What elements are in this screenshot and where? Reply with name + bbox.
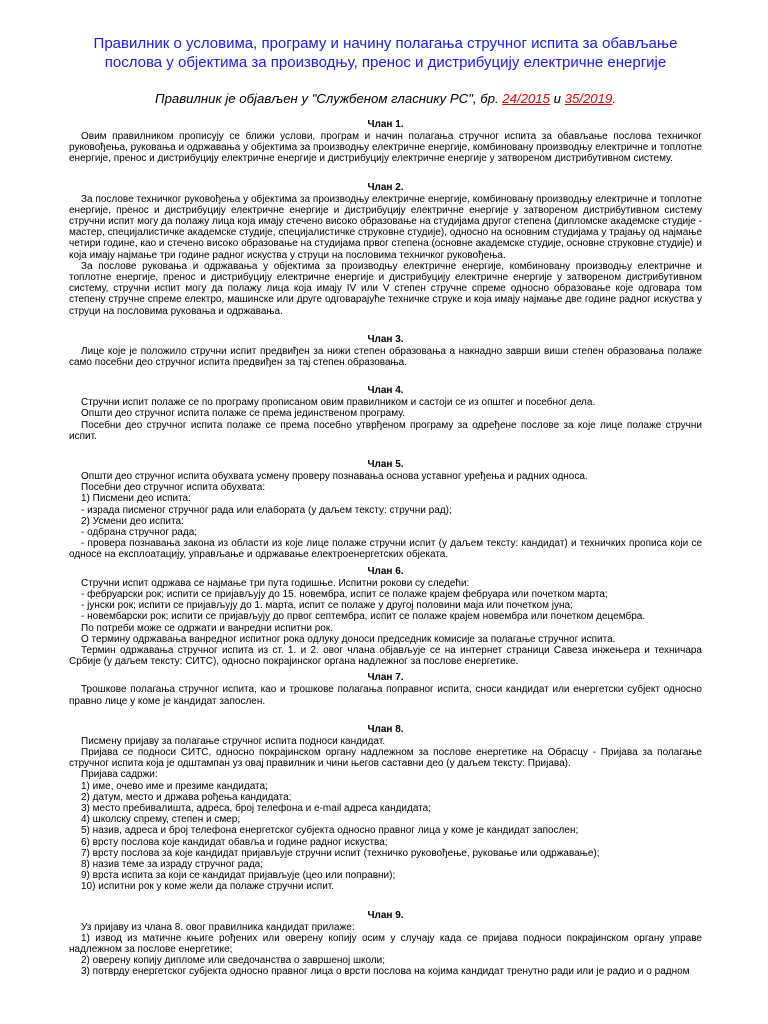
article-paragraph: Термин одржавања стручног испита из ст. 1. и 2. овог члана објављује се на интернет страници Савеза инжењера и техничара Србије (у даљем тексту: СИТС), односно покрајинског органа надлежног за послове енергетике. — [69, 644, 702, 668]
article-paragraph: Општи део стручног испита обухвата усмену проверу познавања основа уставног уређења и радних односа. — [81, 471, 588, 483]
list-item: 2) датум, место и држава рођења кандидата; — [81, 791, 292, 803]
article-heading: Члан 3. — [367, 333, 404, 345]
list-item: 1) име, очево име и презиме кандидата; — [81, 780, 268, 792]
publication-mid: и — [549, 91, 565, 106]
list-item: 3) место пребивалишта, адреса, број телефона и e-mail адреса кандидата; — [81, 802, 431, 814]
article-heading: Члан 1. — [367, 119, 404, 130]
article-paragraph: Лице које је положило стручни испит предвиђен за нижи степен образовања а накнадно заврши виши степен образовања полаже само посебни део стручног испита предвиђен за тај степен образовања. — [69, 345, 702, 369]
article-heading: Члан 7. — [367, 672, 404, 684]
article-paragraph: Посебни део стручног испита обухвата: — [81, 482, 266, 494]
list-item: - новембарски рок; испити се пријављују до првог септембра, испит се полаже крајем новембра или почетком децембра. — [81, 611, 646, 623]
article-heading: Члан 4. — [367, 385, 404, 397]
list-item: - провера познавања закона из области из које лице полаже стручни испит (у даљем тексту: кандидат) и техничких прописа који се односе на експлоатацију, управљање и одржавање електроенергетских објеката. — [69, 538, 702, 561]
article-paragraph: О термину одржавања ванредног испитног рока одлуку доноси председник комисије за полагање стручног испита. — [81, 633, 616, 645]
list-item: - израда писменог стручног рада или елабората (у даљем тексту: стручни рад); — [81, 504, 452, 516]
list-item: 1) извод из матичне књиге рођених или оверену копију осим у случају када се пријава подноси покрајинском органу управе надлежном за послове енергетике; — [69, 932, 702, 955]
list-item: 4) школску спрему, степен и смер; — [81, 814, 241, 826]
article-paragraph: За послове руковања и одржавања у објектима за производњу електричне енергије, комбиновану производњу електричне и топлотне енергије, пренос и дистрибуцију електричне енергије и дистрибуцију електричне енергије у затвореном дистрибутивном систему, стручни испит могу да полажу лица која имају IV или V степен стручне спреме односно образовање које одговара том степену стручне спреме електро, машинске или друге одговарајуће техничке струке и која имају најмање две године радног искуства у струци на пословима руковања и одржавања. — [69, 260, 702, 317]
article-paragraph: Трошкове полагања стручног испита, као и трошкове полагања поправног испита, сноси кандидат или енергетски субјект односно правно лице у коме је кандидат запослен. — [69, 684, 702, 707]
publication-note — [69, 91, 702, 106]
article-paragraph: Стручни испит полаже се по програму прописаном овим правилником и састоји се из општег и посебног дела. — [81, 397, 596, 409]
list-item: 8) назив теме за израду стручног рада; — [81, 858, 264, 870]
article-paragraph: По потреби може се одржати и ванредни испитни рок. — [81, 622, 333, 634]
list-item: 2) Усмени део испита: — [81, 515, 184, 527]
list-item: 9) врста испита за који се кандидат пријављује (цео или поправни); — [81, 870, 396, 882]
article-heading: Члан 6. — [367, 565, 404, 577]
article-paragraph: Пријава садржи: — [81, 769, 158, 781]
list-item: - јунски рок; испити се пријављују до 1. марта, испит се полаже у другој половини маја или почетком јуна; — [81, 600, 573, 612]
list-item: 6) врсту послова које кандидат обавља и године радног искуства; — [81, 836, 388, 848]
article-paragraph: Стручни испит одржава се најмање три пута годишње. Испитни рокови су следећи: — [81, 577, 470, 589]
article-heading: Члан 9. — [367, 909, 404, 921]
list-item: 3) потврду енергетског субјекта односно правног лица о врсти послова на којима кандидат тренутно ради или је радио и о радном — [81, 966, 690, 978]
list-item: 2) оверену копију дипломе или сведочанства о завршеној школи; — [81, 955, 386, 967]
article-heading: Члан 2. — [367, 181, 404, 193]
article-paragraph: Писмену пријаву за полагање стручног испита подноси кандидат. — [81, 735, 385, 747]
publication-suffix: . — [612, 91, 616, 106]
article-heading: Члан 5. — [367, 459, 404, 471]
article-paragraph: Овим правилником прописују се ближи услови, програм и начин полагања стручног испита за обављање послова техничког руковођења, руковања и одржавања у објектима за производњу електричне енергије, комбиновану производњу електричне и топлотне енергије, пренос и дистрибуцију електричне енергије и дистрибуцију електричне енергије у затвореном дистрибутивном систему. — [69, 131, 702, 165]
document-title: Правилник о условима, програму и начину полагања стручног испита за обављање послова у објектима за производњу, пренос и дистрибуцију електричне енергије — [93, 35, 678, 71]
gazette-link-2015[interactable]: 24/2015 — [502, 91, 550, 106]
article-paragraph: Уз пријаву из члана 8. овог правилника кандидат прилаже: — [81, 921, 355, 933]
list-item: 1) Писмени део испита: — [81, 493, 191, 505]
article-heading: Члан 8. — [367, 723, 404, 735]
article-paragraph: Општи део стручног испита полаже се према јединственом програму. — [81, 408, 405, 420]
list-item: - одбрана стручног рада; — [81, 527, 198, 539]
list-item: - фебруарски рок; испити се пријављују до 15. новембра, испит се полаже крајем фебруара или почетком марта; — [81, 588, 608, 600]
article-paragraph: Посебни део стручног испита полаже се према посебно утврђеном програму за одређене послове за које лице полаже стручни испит. — [69, 419, 702, 442]
list-item: 7) врсту послова за које кандидат пријављује стручни испит (техничко руковођење, руковање или одржавање); — [81, 847, 600, 859]
article-paragraph: За послове техничког руковођења у објектима за производњу електричне енергије, комбиновану производњу електричне и топлотне енергије, пренос и дистрибуцију електричне енергије и дистрибуцију електричне енергије у затвореном дистрибутивном систему стручни испит могу да полажу лица која имају стечено високо образовање на студијама другог степена (дипломске академске студије - мастер, специјалистичке академске студије, специјалистичке струковне студије), односно на основним студијама у трајању од најмање четири године, као и стечено високо образовање на студијама првог степена (основне академске студије, основне струковне студије) и која имају најмање три године радног искуства у струци на пословима техничког руковођења. — [69, 193, 702, 261]
list-item: 10) испитни рок у коме жели да полаже стручни испит. — [81, 881, 335, 893]
list-item: 5) назив, адреса и број телефона енергетског субјекта односно правног лица у коме је кандидат запослен; — [81, 825, 579, 837]
gazette-link-2019[interactable]: 35/2019 — [564, 91, 613, 106]
publication-prefix: Правилник је објављен у "Службеном гласнику РС", бр. — [155, 91, 503, 106]
article-paragraph: Пријава се подноси СИТС, односно покрајинском органу надлежном за послове енергетике на Обрасцу - Пријава за полагање стручног испита која је одштампан уз овај правилник и чини његов саставни део (у даљем тексту: Пријава). — [69, 746, 702, 770]
